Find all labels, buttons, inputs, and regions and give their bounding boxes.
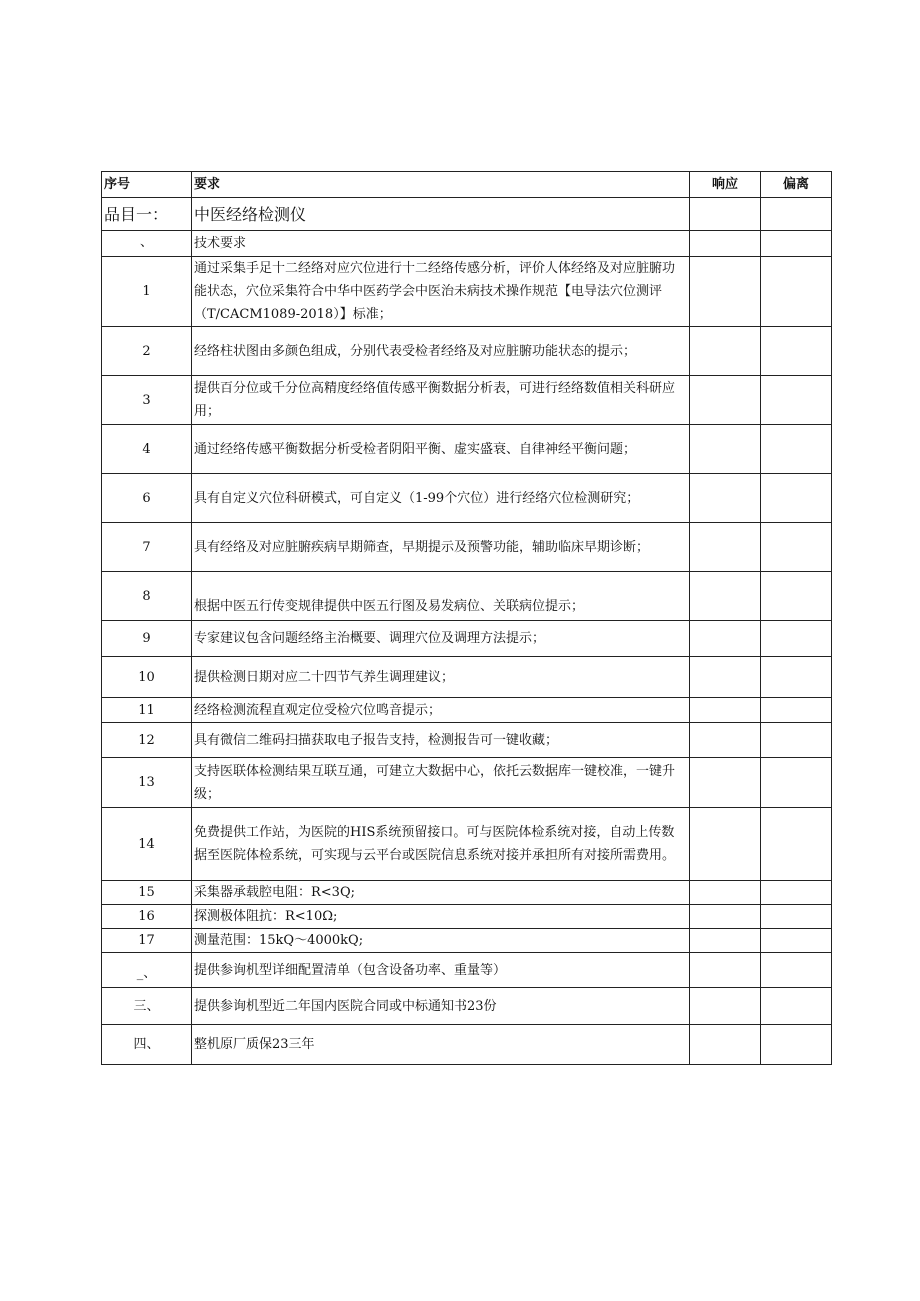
response-cell[interactable] bbox=[690, 905, 761, 929]
response-cell[interactable] bbox=[690, 257, 761, 327]
table-row bbox=[102, 572, 832, 621]
section2-response-cell[interactable] bbox=[690, 953, 761, 988]
item-text: 提供检测日期对应二十四节气养生调理建议； bbox=[192, 657, 690, 698]
item-no: 11 bbox=[102, 698, 192, 723]
response-cell[interactable] bbox=[690, 572, 761, 621]
table-row bbox=[102, 425, 832, 474]
deviation-cell[interactable] bbox=[761, 808, 832, 881]
item-text: 支持医联体检测结果互联互通，可建立大数据中心，依托云数据库一键校准，一键升级； bbox=[192, 758, 690, 808]
item-text: 具有经络及对应脏腑疾病早期筛查，早期提示及预警功能，辅助临床早期诊断； bbox=[192, 523, 690, 572]
response-cell[interactable] bbox=[690, 327, 761, 376]
product-label: 品目一： bbox=[102, 198, 192, 231]
response-cell[interactable] bbox=[690, 523, 761, 572]
item-no: 17 bbox=[102, 929, 192, 953]
item-no: 9 bbox=[102, 621, 192, 657]
deviation-cell[interactable] bbox=[761, 758, 832, 808]
item-text: 通过经络传感平衡数据分析受检者阴阳平衡、虚实盛衰、自律神经平衡问题； bbox=[192, 425, 690, 474]
header-response: 响应 bbox=[690, 172, 761, 198]
deviation-cell[interactable] bbox=[761, 881, 832, 905]
response-cell[interactable] bbox=[690, 758, 761, 808]
section1-title: 技术要求 bbox=[192, 231, 690, 257]
section3-title: 提供参询机型近二年国内医院合同或中标通知书23份 bbox=[192, 988, 690, 1025]
item-text: 探测极体阻抗：R<10Ω; bbox=[192, 905, 690, 929]
item-no: 14 bbox=[102, 808, 192, 881]
section4-deviation-cell[interactable] bbox=[761, 1025, 832, 1065]
item-text: 根据中医五行传变规律提供中医五行图及易发病位、关联病位提示； bbox=[192, 572, 690, 621]
product-deviation-cell[interactable] bbox=[761, 198, 832, 231]
section-row bbox=[102, 953, 832, 988]
section3-response-cell[interactable] bbox=[690, 988, 761, 1025]
response-cell[interactable] bbox=[690, 621, 761, 657]
response-cell[interactable] bbox=[690, 698, 761, 723]
item-no: 10 bbox=[102, 657, 192, 698]
item-no: 15 bbox=[102, 881, 192, 905]
deviation-cell[interactable] bbox=[761, 425, 832, 474]
item-no: 6 bbox=[102, 474, 192, 523]
table-row bbox=[102, 257, 832, 327]
response-cell[interactable] bbox=[690, 376, 761, 425]
deviation-cell[interactable] bbox=[761, 929, 832, 953]
section-row bbox=[102, 1025, 832, 1065]
section4-no: 四、 bbox=[102, 1025, 192, 1065]
deviation-cell[interactable] bbox=[761, 474, 832, 523]
section2-deviation-cell[interactable] bbox=[761, 953, 832, 988]
section4-title: 整机原厂质保23三年 bbox=[192, 1025, 690, 1065]
header-row bbox=[102, 172, 832, 198]
item-no: 1 bbox=[102, 257, 192, 327]
item-text: 采集器承载腔电阻：R<3Q; bbox=[192, 881, 690, 905]
table-row bbox=[102, 905, 832, 929]
item-no: 2 bbox=[102, 327, 192, 376]
deviation-cell[interactable] bbox=[761, 723, 832, 758]
table-row bbox=[102, 621, 832, 657]
section3-no: 三、 bbox=[102, 988, 192, 1025]
item-text: 通过采集手足十二经络对应穴位进行十二经络传感分析，评价人体经络及对应脏腑功能状态，穴位采集符合中华中医药学会中医治未病技术操作规范【电导法穴位测评（T/CACM1089-2018）】标准； bbox=[192, 257, 690, 327]
table-row bbox=[102, 657, 832, 698]
section2-no: _、 bbox=[102, 953, 192, 988]
table-row bbox=[102, 523, 832, 572]
response-cell[interactable] bbox=[690, 929, 761, 953]
table-row bbox=[102, 929, 832, 953]
table-row bbox=[102, 376, 832, 425]
section1-no: 、 bbox=[102, 231, 192, 257]
item-no: 7 bbox=[102, 523, 192, 572]
item-text: 具有微信二维码扫描获取电子报告支持，检测报告可一键收藏； bbox=[192, 723, 690, 758]
table-row bbox=[102, 723, 832, 758]
product-name: 中医经络检测仪 bbox=[192, 198, 690, 231]
section-row bbox=[102, 231, 832, 257]
item-no: 3 bbox=[102, 376, 192, 425]
item-text: 免费提供工作站，为医院的HIS系统预留接口。可与医院体检系统对接，自动上传数据至医院体检系统，可实现与云平台或医院信息系统对接并承担所有对接所需费用。 bbox=[192, 808, 690, 881]
deviation-cell[interactable] bbox=[761, 523, 832, 572]
header-requirement: 要求 bbox=[192, 172, 690, 198]
response-cell[interactable] bbox=[690, 808, 761, 881]
table-row bbox=[102, 327, 832, 376]
item-no: 16 bbox=[102, 905, 192, 929]
item-text: 经络柱状图由多颜色组成，分别代表受检者经络及对应脏腑功能状态的提示； bbox=[192, 327, 690, 376]
table-row bbox=[102, 758, 832, 808]
item-text: 经络检测流程直观定位受检穴位鸣音提示； bbox=[192, 698, 690, 723]
section3-deviation-cell[interactable] bbox=[761, 988, 832, 1025]
product-response-cell[interactable] bbox=[690, 198, 761, 231]
table-row bbox=[102, 808, 832, 881]
table-row bbox=[102, 474, 832, 523]
item-no: 13 bbox=[102, 758, 192, 808]
deviation-cell[interactable] bbox=[761, 257, 832, 327]
requirements-table bbox=[101, 171, 832, 1065]
item-text: 提供百分位或千分位高精度经络值传感平衡数据分析表，可进行经络数值相关科研应用； bbox=[192, 376, 690, 425]
deviation-cell[interactable] bbox=[761, 572, 832, 621]
table-row bbox=[102, 881, 832, 905]
item-text: 专家建议包含问题经络主治概要、调理穴位及调理方法提示； bbox=[192, 621, 690, 657]
item-text: 测量范围：15kQ〜4000kQ; bbox=[192, 929, 690, 953]
deviation-cell[interactable] bbox=[761, 657, 832, 698]
product-row bbox=[102, 198, 832, 231]
response-cell[interactable] bbox=[690, 723, 761, 758]
section4-response-cell[interactable] bbox=[690, 1025, 761, 1065]
response-cell[interactable] bbox=[690, 881, 761, 905]
header-no: 序号 bbox=[102, 172, 192, 198]
deviation-cell[interactable] bbox=[761, 327, 832, 376]
deviation-cell[interactable] bbox=[761, 698, 832, 723]
response-cell[interactable] bbox=[690, 657, 761, 698]
deviation-cell[interactable] bbox=[761, 376, 832, 425]
deviation-cell[interactable] bbox=[761, 621, 832, 657]
response-cell[interactable] bbox=[690, 425, 761, 474]
section1-response-cell[interactable] bbox=[690, 231, 761, 257]
section1-deviation-cell[interactable] bbox=[761, 231, 832, 257]
item-no: 12 bbox=[102, 723, 192, 758]
table-row bbox=[102, 698, 832, 723]
item-no: 4 bbox=[102, 425, 192, 474]
deviation-cell[interactable] bbox=[761, 905, 832, 929]
section2-title: 提供参询机型详细配置清单（包含设备功率、重量等） bbox=[192, 953, 690, 988]
item-no: 8 bbox=[102, 572, 192, 621]
response-cell[interactable] bbox=[690, 474, 761, 523]
header-deviation: 偏离 bbox=[761, 172, 832, 198]
section-row bbox=[102, 988, 832, 1025]
item-text: 具有自定义穴位科研模式，可自定义（1-99个穴位）进行经络穴位检测研究； bbox=[192, 474, 690, 523]
